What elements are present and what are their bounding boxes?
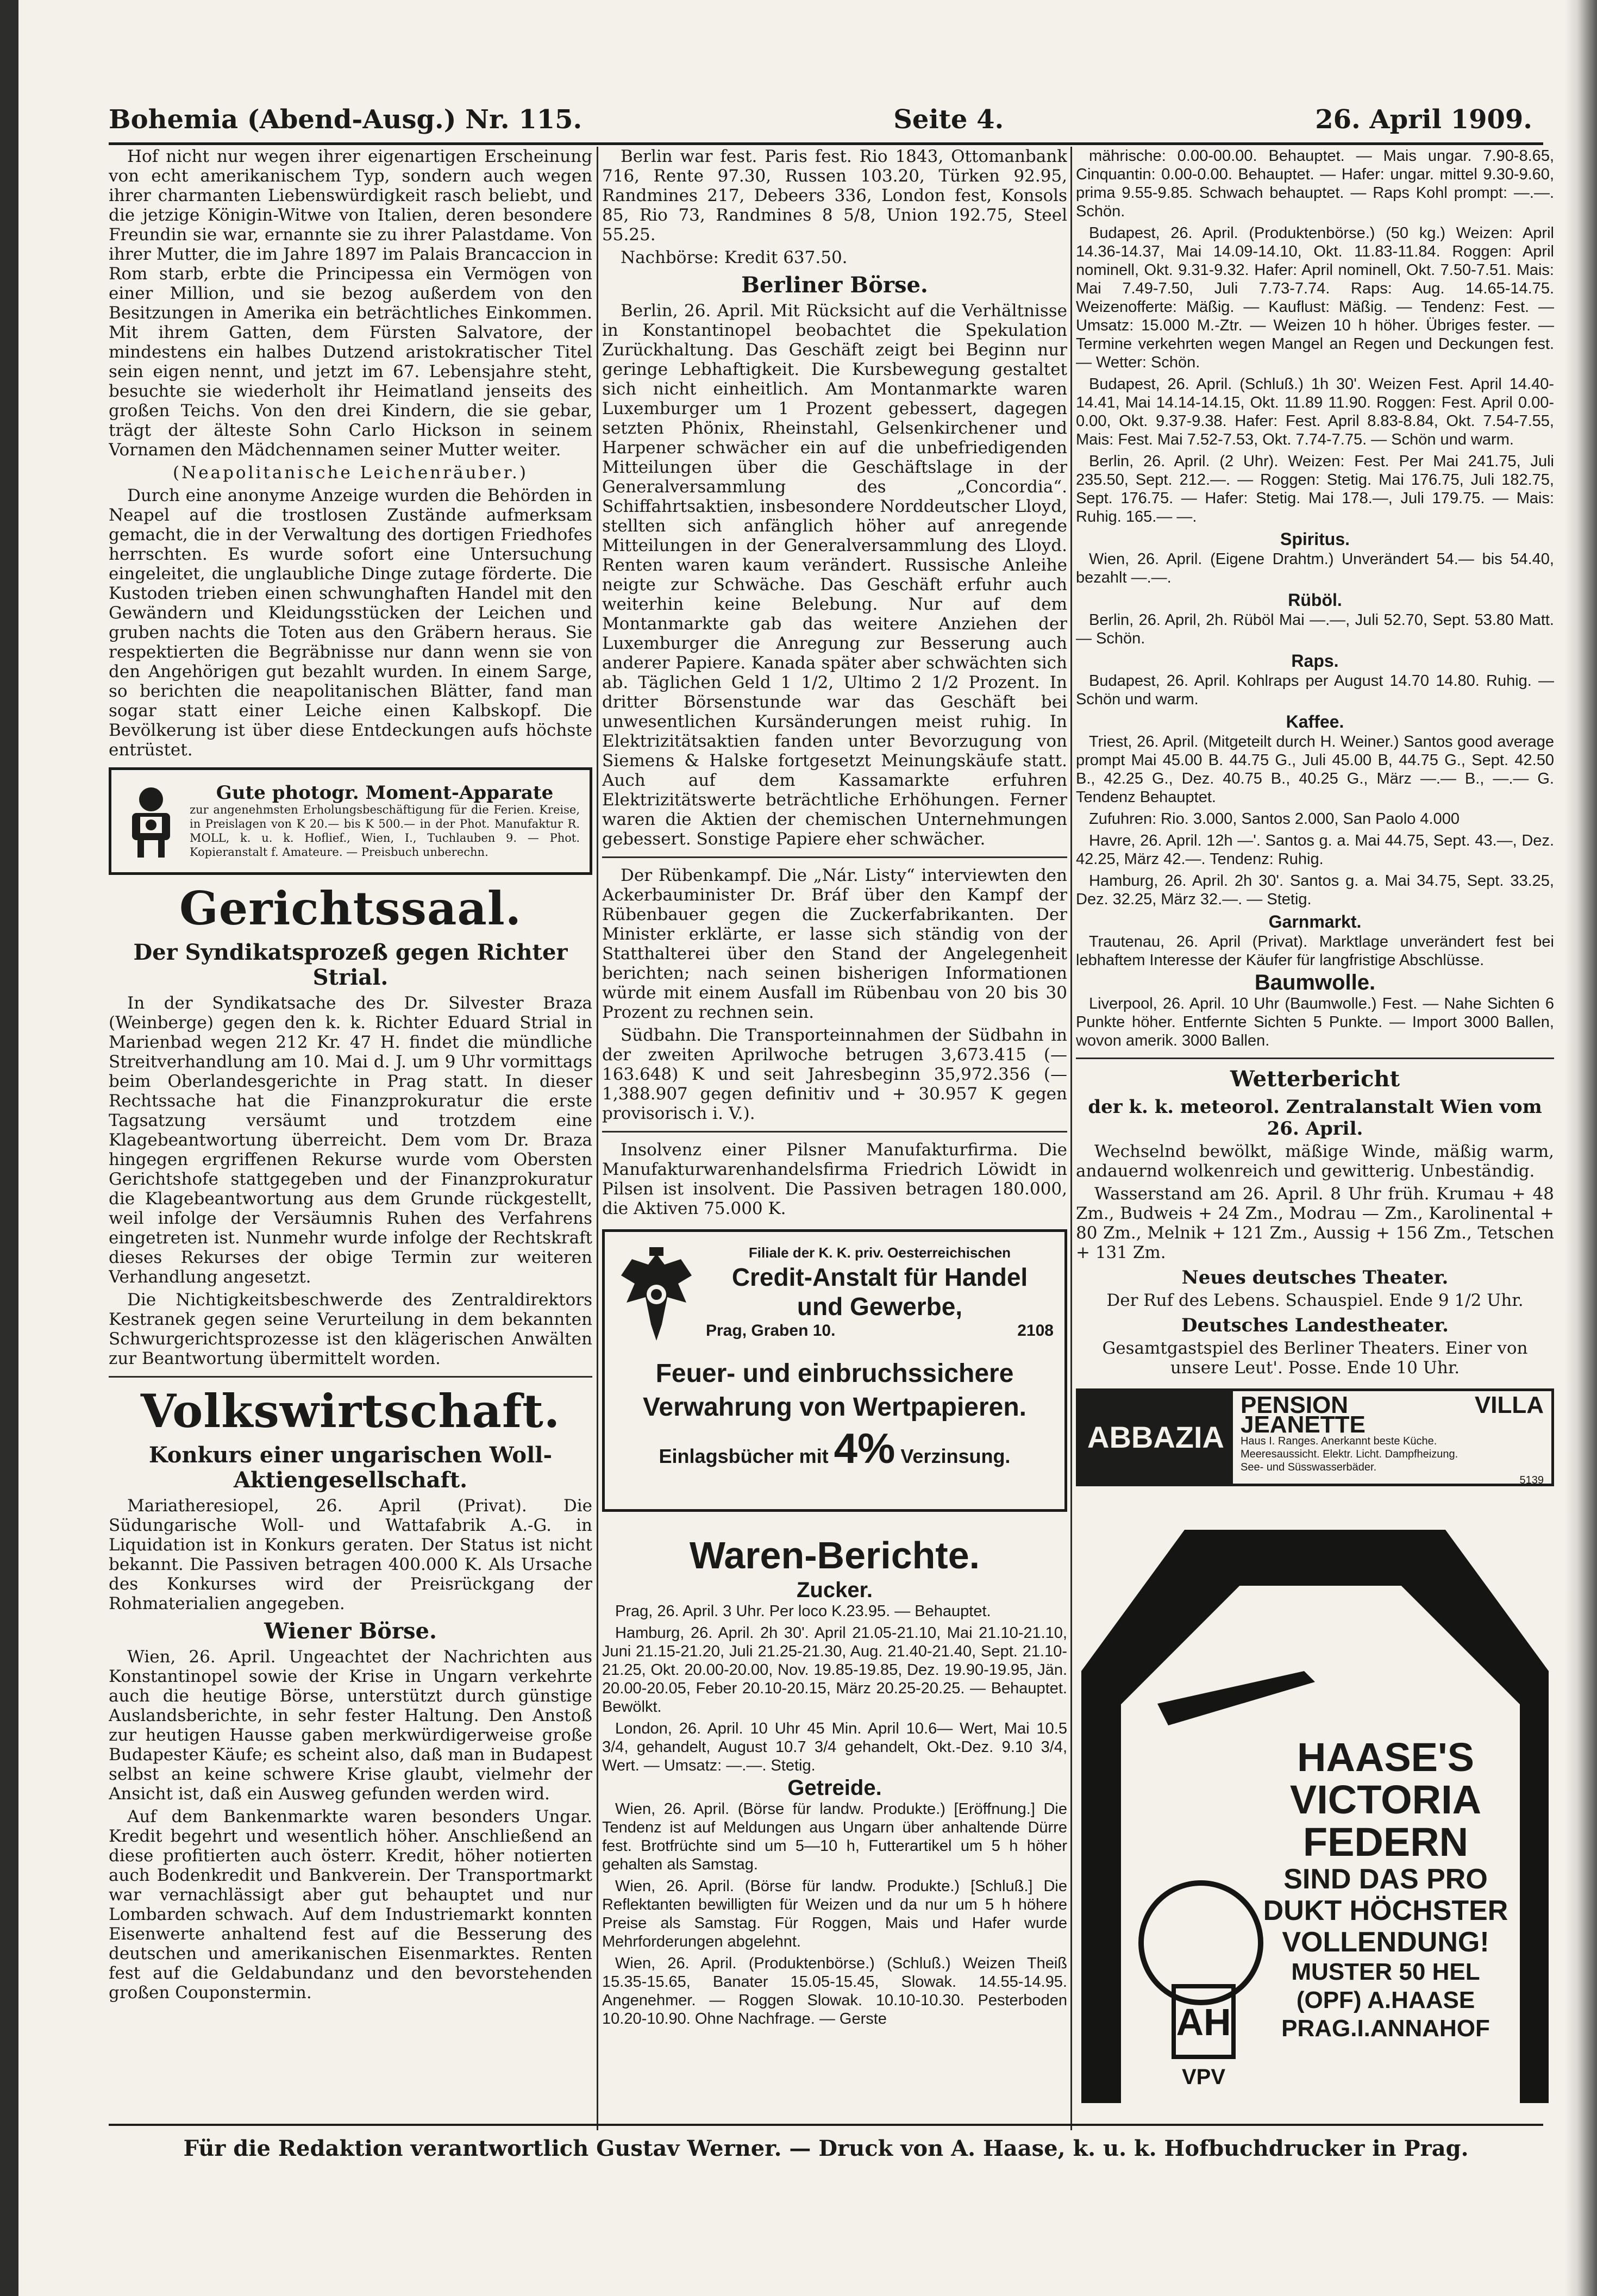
market-report-hamburg: Hamburg, 26. April. 2h 30'. April 21.05-21.10, Mai 21.10-21.10, Juni 21.15-21.20, Juli 21.25-21.30, Aug. 21.40-21.40, Sept. 21.10-21.25, Okt. 20.00-20.00, Nov. 19.85-19.85, Dez. 19.90-19.95, Jän. 20.00-20.05, Feber 20.10-20.15, März 20.25-20.25. — Behauptet. Bewölkt. <box>602 1624 1067 1716</box>
market-heading-getreide: Getreide. <box>787 1776 882 1800</box>
article-wiener-boerse-1: Wien, 26. April. Ungeachtet der Nachrichten aus Konstantinopel sowie der Krise in Ungarn verkehrte auch die heutige Börse, unterstützt durch günstige Auslandsberichte, in sehr fester Haltung. Den Anstoß zur heutigen Hausse gaben merkwürdigerweise große Budapester Käufe; es scheint also, daß man in Budapest selbst an keine schwere Krise glaubt, vielmehr der Ansicht ist, daß ein Ausweg gefunden werden wird. <box>109 1647 592 1804</box>
pension-ad-number: 5139 <box>1519 1474 1544 1486</box>
haase-line-5: DUKT HÖCHSTER <box>1263 1895 1508 1926</box>
headline-syndikatsprozess: Der Syndikatsprozeß gegen Richter Strial. <box>133 940 568 990</box>
credit-interest-rate: 4% <box>834 1424 895 1472</box>
column-3 <box>1076 147 1554 2103</box>
column-rule-2 <box>1070 147 1072 2130</box>
market-report-berlin: Berlin, 26. April. (2 Uhr). Weizen: Fest. Per Mai 241.75, Juli 235.50, Sept. 212.—. — Roggen: Stetig. Mai 176.75, Juli 182.75, Sept. 176.75. — Hafer: Stetig. Mai 178.—, Juli 179.75. — Mais: Ruhig. 165.— —. <box>1076 453 1554 525</box>
theater-heading-landestheater: Deutsches Landestheater. <box>1181 1315 1449 1336</box>
column-rule-1 <box>597 147 598 2130</box>
haase-line-1: HAASE'S <box>1297 1735 1474 1780</box>
article-pilsner-insolvenz: Insolvenz einer Pilsner Manufakturfirma. Die Manufakturwarenhandelsfirma Friedrich Löwidt in Pilsen ist insolvent. Die Passiven betragen 180.000, die Aktiven 75.000 K. <box>602 1140 1067 1218</box>
haase-line-6: VOLLENDUNG! <box>1282 1926 1489 1958</box>
market-heading-rueboel: Rüböl. <box>1288 590 1342 610</box>
header-page-number: Seite 4. <box>893 104 1004 135</box>
credit-savings <box>616 1424 1054 1472</box>
headline-wiener-boerse: Wiener Börse. <box>264 1618 437 1644</box>
article-berliner-boerse: Berlin, 26. April. Mit Rücksicht auf die Verhältnisse in Konstantinopel beobachtet die Spekulation Zurückhaltung. Das Geschäft zeigt bei Beginn nur geringe Lebhaftigkeit. Die Kursbewegung gestaltet sich nicht einheitlich. Am Montanmarkte waren Luxemburger um 1 Prozent gebessert, dagegen setzten Phönix, Rheinstahl, Gelsenkirchener und Harpener schwächer ein auf die unbefriedigenden Mitteilungen über die Geschäftslage in der Generalversammlung des „Concordia“. Schiffahrtsaktien, insbesondere Norddeutscher Lloyd, stellten sich anfänglich höher auf anregende Mitteilungen in der Generalversammlung des Lloyd. Renten waren kaum verändert. Russische Anleihe neigte zur Schwäche. Das Geschäft erfuhr auch weiterhin keine Belebung. Nur auf dem Montanmarkte gab das weitere Anziehen der Luxemburger die Anregung zur Besserung auch anderer Papiere. Kanada später aber schwächten sich ab. Täglichen Geld 1 1/2, Ultimo 2 1/2 Prozent. In dritter Börsenstunde war das Geschäft bei unwesentlichen Kursänderungen meist ruhig. In Elektrizitätsaktien fanden unter Bevorzugung von Siemens & Halske fortgesetzt Meinungskäufe statt. Auch auf dem Kassamarkte erfuhren Elektrizitätswerte beträchtliche Erhöhungen. Ferner waren die Aktien der chemischen Unternehmungen gebessert. Sonstige Papiere eher schwächer. <box>602 301 1067 849</box>
column-1 <box>109 147 592 2103</box>
market-report-wien-eroeffnung: Wien, 26. April. (Börse für landw. Produkte.) [Eröffnung.] Die Tendenz ist auf Meldungen aus Ungarn über anhaltende Dürre fest. Brotfrüchte sind um 5—10 h, Futterartikel um 5 h höher gehalten als Samstag. <box>602 1800 1067 1873</box>
market-report-budapest-2: Budapest, 26. April. (Schluß.) 1h 30'. Weizen Fest. April 14.40-14.41, Mai 14.14-14.15, Okt. 11.89 11.90. Roggen: Fest. April 0.00-0.00, Okt. 9.37-9.38. Hafer: Fest. April 8.83-8.84, Okt. 7.54-7.55, Mais: Fest. Mai 7.52-7.53, Okt. 7.74-7.75. — Schön und warm. <box>1076 376 1554 448</box>
scan-edge-left <box>0 0 18 2296</box>
market-report-triest: Triest, 26. April. (Mitgeteilt durch H. Weiner.) Santos good average prompt Mai 45.00 B. 44.75 G., Juli 45.00 B, 44.75 G., Sept. 42.50 B., 42.25 G., Dez. 40.75 B., 40.25 G., März —.— B., —.— G. Tendenz Behauptet. <box>1076 733 1554 806</box>
market-heading-spiritus: Spiritus. <box>1280 529 1350 549</box>
ad-moment-apparate <box>109 767 592 875</box>
ad-moment-title: Gute photogr. Moment-Apparate <box>216 782 554 804</box>
section-volkswirtschaft: Volkswirtschaft. <box>140 1384 561 1438</box>
article-leichenraeuber: Durch eine anonyme Anzeige wurden die Behörden in Neapel auf die trostlosen Zustände aufmerksam gemacht, die in der Verwaltung des dortigen Friedhofes herrschten. Es wurde sofort eine Untersuchung eingeleitet, die unglaubliche Dinge zutage förderte. Die Kustoden trieben einen schwunghaften Handel mit den Gewändern und Kleidungsstücken der Leichen und gruben nachts die Toten aus den Gräbern heraus. Sie respektierten die Begräbnisse nur dann wenn sie von den Angehörigen gut bezahlt wurden. In einem Sarge, so berichten die neapolitanischen Blätter, fand man sogar statt einer Leiche einen Kalbskopf. Die Bevölkerung ist über diese Entdeckungen aufs höchste entrüstet. <box>109 486 592 760</box>
section-divider <box>602 1131 1067 1133</box>
article-wiener-boerse-2: Auf dem Bankenmarkte waren besonders Ungar. Kredit begehrt und wesentlich höher. Anschließend an diese profitierten auch österr. Kredit, höher notierten auch Bodenkredit und Bankverein. Der Transportmarkt war vernachlässigt aber gut behauptet und nur Lombarden schwach. Auf dem Industriemarkt konnten Eisenwerte anhaltend fest auf die Besserung des deutschen und amerikanischen Eisenmarktes. Renten fest auf die Geldabundanz und den bevorstehenden großen Couponstermin. <box>109 1807 592 2003</box>
market-heading-baumwolle: Baumwolle. <box>1254 971 1376 994</box>
pension-abbazia-label: ABBAZIA <box>1079 1391 1233 1484</box>
credit-filiale-line: Filiale der K. K. priv. Oesterreichischen <box>748 1244 1011 1261</box>
ad-moment-text: zur angenehmsten Erholungsbeschäftigung für die Ferien. Kreise, in Preislagen von K 20.— bis K 500.— in der Phot. Manufaktur R. MOLL, k. u. k. Hoflief., Wien, I., Tuchlauben 9. — Phot. Kopieranstalt f. Amateure. — Preisbuch unberechn. <box>190 803 580 859</box>
header-date: 26. April 1909. <box>1315 104 1532 135</box>
section-divider <box>602 856 1067 858</box>
haase-line-4: SIND DAS PRO <box>1283 1863 1488 1895</box>
credit-safe-deposit: Feuer- und einbruchssichere Verwahrung von Wertpapieren. <box>643 1359 1026 1422</box>
ad-credit-anstalt <box>602 1229 1067 1512</box>
market-report-liverpool: Liverpool, 26. April. 10 Uhr (Baumwolle.) Fest. — Nahe Sichten 6 Punkte höher. Entfernte Sichten 5 Punkte. — Import 3000 Ballen, wovon amerik. 3000 Ballen. <box>1076 995 1554 1049</box>
credit-ad-number: 2108 <box>1017 1322 1054 1340</box>
wetter-text: Wechselnd bewölkt, mäßige Winde, mäßig warm, andauernd wolkenreich und gewitterig. Unbeständig. <box>1076 1142 1554 1181</box>
market-heading-kaffee: Kaffee. <box>1286 712 1344 731</box>
article-nachboerse: Nachbörse: Kredit 637.50. <box>621 248 848 267</box>
article-suedbahn: Südbahn. Die Transporteinnahmen der Südbahn in der zweiten Aprilwoche betrugen 3,673.415 (— 163.648) K und seit Jahresbeginn 35,972.356 (— 1,388.907 gegen definitiv und + 30.957 K gegen provisorisch i. V.). <box>602 1025 1067 1123</box>
article-principessa: Hof nicht nur wegen ihrer eigenartigen Erscheinung von echt amerikanischem Typ, sondern auch wegen ihrer charmanten Liebenswürdigkeit rasch beliebt, und die jetzige Königin-Witwe von Italien, deren besondere Freundin sie war, ernannte sie zu ihrer Palastdame. Von ihrer Mutter, die im Jahre 1897 im Palais Brancaccion in Rom starb, erbte die Principessa ein Vermögen von einer Million, und sie bezog außerdem von den Besitzungen in Amerika ein beträchtliches Einkommen. Mit ihrem Gatten, dem Fürsten Salvatore, der mindestens ein halbes Dutzend aristokratischer Titel sein eigen nennt, und jetzt im 67. Lebensjahre steht, besuchte sie wiederholt ihr Heimatland jenseits des großen Teichs. Von den drei Kindern, die sie gebar, trägt der älteste Sohn Carlo Hickson in seinem Vornamen den Mädchennamen seiner Mutter weiter. <box>109 147 592 460</box>
article-syndikatsprozess: In der Syndikatsache des Dr. Silvester Braza (Weinberge) gegen den k. k. Richter Eduard Strial in Marienbad wegen 212 Kr. 47 H. findet die mündliche Streitverhandlung am 10. Mai d. J. um 9 Uhr vormittags beim Oberlandesgerichte in Prag statt. In dieser Rechtssache hat die Finanzprokuratur die erste Tagsatzung versäumt und trotzdem eine Klagebeantwortung überreicht. Dem vom Dr. Braza hingegen ergriffenen Rekurse wurde vom Obersten Gerichtshofe stattgegeben und der Finanzprokuratur die Klagebeantwortung aus dem Grunde rückgestellt, weil infolge der Versäumnis Ruhen des Verfahrens eingetreten ist. Nunmehr wurde infolge der Rechtskraft dieses Rekurses der obige Termin zur weiteren Verhandlung angesetzt. <box>109 993 592 1287</box>
theater-neues-program: Der Ruf des Lebens. Schauspiel. Ende 9 1/2 Uhr. <box>1106 1291 1524 1310</box>
market-report-cont: mährische: 0.00-00.00. Behauptet. — Mais ungar. 7.90-8.65, Cinquantin: 0.00-0.00. Behauptet. — Hafer: ungar. mittel 9.30-9.60, prima 9.55-9.85. Schwach behauptet. — Raps Kohl prompt: —.—. Schön. <box>1076 147 1554 220</box>
section-gerichtssaal: Gerichtssaal. <box>179 881 522 935</box>
market-report-trautenau: Trautenau, 26. April (Privat). Marktlage unverändert fest bei lebhaftem Interesse der Käufer für langfristige Abschlüsse. <box>1076 933 1554 969</box>
credit-address-row <box>706 1321 1054 1341</box>
article-ruebenkampf: Der Rübenkampf. Die „Nár. Listy“ interviewten den Ackerbauminister Dr. Bráf über den Kampf der Rübenbauer gegen die Zuckerfabrikanten. Der Minister erklärte, er lasse sich ständig von der Statthalterei über den Stand der Angelegenheit berichten; nach seinen bisherigen Informationen würde mit einem Ausfall im Rübenbau von 20 bis 30 Prozent zu rechnen sein. <box>602 866 1067 1022</box>
haase-line-3: FEDERN <box>1302 1819 1469 1865</box>
pension-line-1: Haus I. Ranges. Anerkannt beste Küche. <box>1240 1435 1437 1447</box>
credit-savings-suffix: Verzinsung. <box>900 1445 1011 1467</box>
headline-konkurs: Konkurs einer ungarischen Woll-Aktiengesellschaft. <box>148 1442 553 1493</box>
haase-vpv-mark: VPV <box>1181 2065 1226 2089</box>
market-report-raps: Budapest, 26. April. Kohlraps per August 14.70 14.80. Ruhig. — Schön und warm. <box>1076 672 1554 708</box>
header-masthead: Bohemia (Abend-Ausg.) Nr. 115. <box>109 104 583 135</box>
market-report-wien-schluss: Wien, 26. April. (Börse für landw. Produkte.) [Schluß.] Die Reflektanten bewilligten für Weizen und da nur um 5 h höhere Preise als Samstag. Für Roggen, Mais und Hafer wurde Mehrforderungen abgelehnt. <box>602 1878 1067 1950</box>
market-heading-garn: Garnmarkt. <box>1268 912 1362 931</box>
photographer-illustration-icon <box>121 783 181 859</box>
wasserstand-text: Wasserstand am 26. April. 8 Uhr früh. Krumau + 48 Zm., Budweis + 24 Zm., Modrau — Zm., Karolinental + 80 Zm., Melnik + 121 Zm., Aussig + 156 Zm., Tetschen + 131 Zm. <box>1076 1184 1554 1262</box>
footer-rule <box>109 2124 1543 2126</box>
market-report-hamburg-kaffee: Hamburg, 26. April. 2h 30'. Santos g. a. Mai 34.75, Sept. 33.25, Dez. 32.25, März 32.—. — Stetig. <box>1076 872 1554 908</box>
ad-pension-villa-jeanette <box>1076 1388 1554 1486</box>
headline-wetterbericht: Wetterbericht <box>1230 1066 1400 1092</box>
wetter-subheading: der k. k. meteorol. Zentralanstalt Wien vom 26. April. <box>1088 1096 1542 1140</box>
haase-line-7: MUSTER 50 HEL <box>1291 1959 1480 1985</box>
market-report-budapest-1: Budapest, 26. April. (Produktenbörse.) (50 kg.) Weizen: April 14.36-14.37, Mai 14.09-14.10, Okt. 11.83-11.84. Roggen: April nominell, Okt. 9.31-9.32. Hafer: April nominell, Okt. 7.50-7.51. Mais: Mai 7.49-7.50, Juli 7.73-7.74. Raps: Aug. 14.65-14.75. Weizenofferte: Mäßig. — Kauflust: Mäßig. — Tendenz: Fest. — Umsatz: 15.000 M.-Ztr. — Weizen 10 h höher. Übriges fester. — Termine verkehrten wegen Mangel an Regen und Deckungen fest. — Wetter: Schön. <box>1076 224 1554 371</box>
column-2 <box>602 147 1067 2103</box>
credit-bank-name: Credit-Anstalt für Handel und Gewerbe, <box>731 1263 1028 1321</box>
scan-edge-right <box>1564 0 1597 2296</box>
pension-name: PENSION VILLA JEANETTE <box>1240 1392 1544 1438</box>
section-waren-berichte: Waren-Berichte. <box>689 1534 980 1576</box>
market-heading-raps: Raps. <box>1291 651 1339 671</box>
credit-address: Prag, Graben 10. <box>706 1322 836 1340</box>
theater-heading-neues: Neues deutsches Theater. <box>1181 1267 1449 1288</box>
haase-line-2: VICTORIA <box>1289 1777 1482 1822</box>
market-report-prag: Prag, 26. April. 3 Uhr. Per loco K.23.95. — Behauptet. <box>615 1603 991 1620</box>
article-konkurs: Mariatheresiopel, 26. April (Privat). Die Südungarische Woll- und Wattafabrik A.-G. in Liquidation ist in Konkurs geraten. Der Status ist nicht bekannt. Die Passiven betragen 400.000 K. Als Ursache des Konkurses wird der Preisrückgang der Rohmaterialien angegeben. <box>109 1496 592 1613</box>
market-report-spiritus: Wien, 26. April. (Eigene Drahtm.) Unverändert 54.— bis 54.40, bezahlt —.—. <box>1076 550 1554 586</box>
section-divider <box>109 1376 592 1378</box>
theater-landestheater-program: Gesamtgastspiel des Berliner Theaters. Einer von unsere Leut'. Posse. Ende 10 Uhr. <box>1102 1338 1528 1378</box>
credit-savings-label: Einlagsbücher mit <box>659 1445 829 1467</box>
haase-line-8: (OPF) A.HAASE <box>1296 1987 1475 2013</box>
article-boerse-kurse: Berlin war fest. Paris fest. Rio 1843, Ottomanbank 716, Rente 97.30, Russen 103.20, Türken 92.95, Randmines 217, Debeers 336, London fest, Konsols 85, Rio 73, Randmines 8 5/8, Union 192.75, Steel 55.25. <box>602 147 1067 245</box>
pension-line-3: See- und Süsswasserbäder. <box>1240 1461 1377 1473</box>
section-divider <box>1076 1058 1554 1059</box>
market-report-zufuhren: Zufuhren: Rio. 3.000, Santos 2.000, San Paolo 4.000 <box>1089 810 1460 828</box>
article-nichtigkeitsbeschwerde: Die Nichtigkeitsbeschwerde des Zentraldirektors Kestranek gegen seine Verurteilung in dem bekannten Schwurgerichtsprozesse ist den klägerischen Anwälten zur Beantwortung übermittelt worden. <box>109 1290 592 1368</box>
market-report-rueboel: Berlin, 26. April, 2h. Rüböl Mai —.—, Juli 52.70, Sept. 53.80 Matt. — Schön. <box>1076 611 1554 647</box>
article-heading-leichenraeuber: (Neapolitanische Leichenräuber.) <box>173 463 528 483</box>
market-report-havre: Havre, 26. April. 12h —'. Santos g. a. Mai 44.75, Sept. 43.—, Dez. 42.25, März 42.—. Tendenz: Ruhig. <box>1076 832 1554 868</box>
haase-ad-text <box>1255 1736 1516 2043</box>
haase-monogram: AH <box>1176 2001 1231 2043</box>
market-heading-zucker: Zucker. <box>796 1578 873 1602</box>
page-footer-imprint: Für die Redaktion verantwortlich Gustav Werner. — Druck von A. Haase, k. u. k. Hofbuchdrucker in Prag. <box>183 2136 1469 2161</box>
pension-line-2: Meeresaussicht. Elektr. Licht. Dampfheizung. <box>1240 1448 1458 1460</box>
market-report-wien-produkten: Wien, 26. April. (Produktenbörse.) (Schluß.) Weizen Theiß 15.35-15.65, Banater 15.05-15.45, Slowak. 14.55-14.95. Angenehmer. — Roggen Slowak. 10.10-10.30. Pesterboden 10.20-10.90. Ohne Nachfrage. — Gerste <box>602 1955 1067 2028</box>
haase-line-9: PRAG.I.ANNAHOF <box>1281 2015 1490 2042</box>
market-report-london: London, 26. April. 10 Uhr 45 Min. April 10.6— Wert, Mai 10.5 3/4, gehandelt, August 10.7 3/4 gehandelt, Okt.-Dez. 9.10 3/4, Wert. — Umsatz: —.—. Stetig. <box>602 1720 1067 1774</box>
ad-haase-victoria-federn <box>1076 1497 1554 2103</box>
headline-berliner-boerse: Berliner Börse. <box>741 272 928 298</box>
page-header <box>109 98 1532 141</box>
header-rule <box>109 142 1543 145</box>
double-eagle-icon <box>616 1243 697 1346</box>
